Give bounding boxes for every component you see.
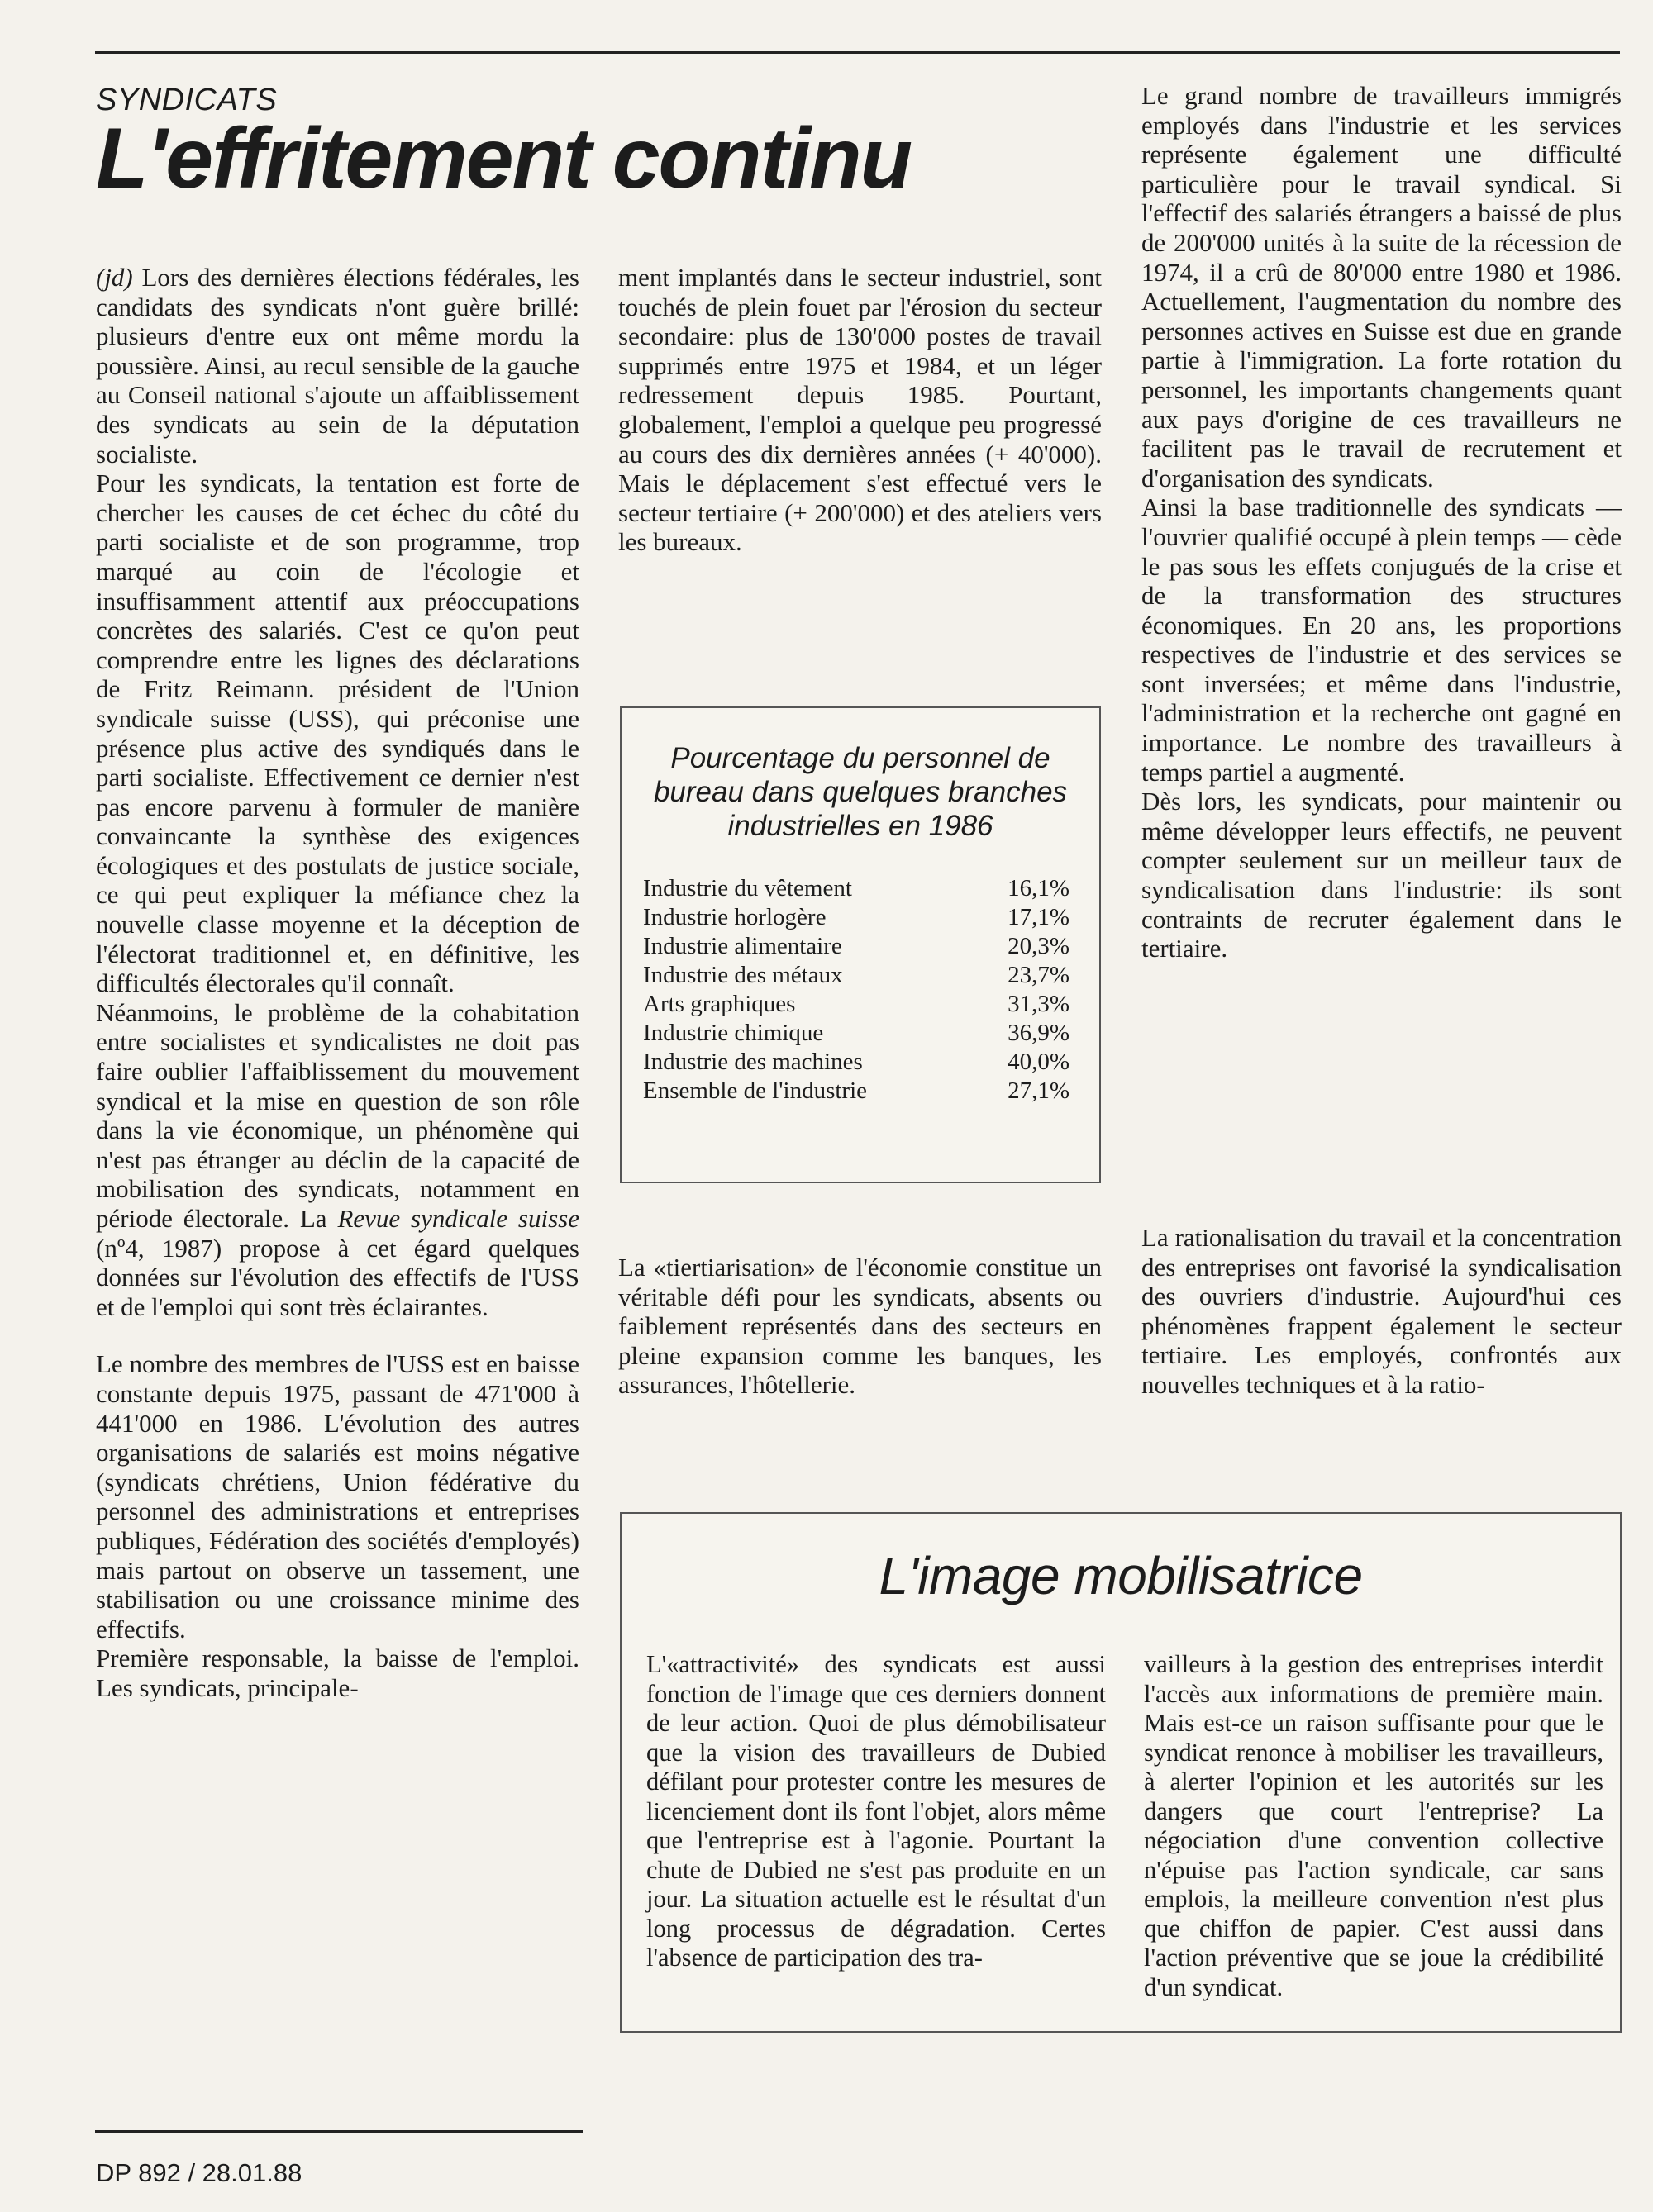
top-rule — [95, 51, 1620, 54]
section-kicker: SYNDICATS — [96, 83, 278, 117]
column-2-top — [618, 263, 1102, 557]
table-row: Industrie des machines 40,0% — [643, 1049, 1069, 1075]
table-row: Ensemble de l'industrie 27,1% — [643, 1077, 1069, 1104]
statistics-table-box — [620, 706, 1101, 1183]
paragraph: Néanmoins, le problème de la cohabitation entre socialistes et syndicalistes ne doit pas faire oublier l'affaiblissement du mouvement syndical et la mise en question de son rôle dans la vie économique, un phénomène qui n'est pas étranger au déclin de la capacité de mobilisation des syndicats, notamment en période électorale. La Revue syndicale suisse (nº4, 1987) propose à cet égard quelques données sur l'évolution des effectifs de l'USS et de l'emploi qui sont très éclairantes. — [96, 997, 579, 1321]
paragraph: Dès lors, les syndicats, pour maintenir ou même développer leurs effectifs, ne peuvent compter seulement sur un meilleur taux de syndicalisation dans l'industrie: ils sont contraints de recruter également dans le tertiaire. — [1141, 787, 1622, 963]
sidebar-column-1: L'«attractivité» des syndicats est aussi fonction de l'image que ces derniers donnent de leur action. Quoi de plus démobilisateur que la vision des travailleurs de Dubied défilant pour protester contre les mesures de licenciement dont ils font l'objet, alors même que l'entreprise est à l'agonie. Pourtant la chute de Dubied ne s'est pas produite en un jour. La situation actuelle est le résultat d'un long processus de dégradation. Certes l'absence de participation des tra- — [646, 1650, 1106, 1972]
table-row: Industrie chimique 36,9% — [643, 1020, 1069, 1046]
table-row: Industrie horlogère 17,1% — [643, 904, 1069, 930]
article-title: L'effritement continu — [96, 111, 912, 207]
table-row: Industrie alimentaire 20,3% — [643, 933, 1069, 959]
paragraph: Ainsi la base traditionnelle des syndicats — l'ouvrier qualifié occupé à plein temps — cède le pas sous les effets conjugués de la crise et de la transformation des structures économiques. En 20 ans, les proportions respectives de l'industrie et des services se sont inversées; et même dans l'industrie, l'administration et la recherche ont gagné en importance. Le nombre des travailleurs à temps partiel a augmenté. — [1141, 492, 1622, 787]
publication-title: Revue syndicale suisse — [337, 1204, 579, 1233]
footer-rule — [95, 2130, 583, 2133]
paragraph: (jd) Lors des dernières élections fédérales, les candidats des syndicats n'ont guère brillé: plusieurs d'entre eux ont même mordu la poussière. Ainsi, au recul sensible de la gauche au Conseil national s'ajoute un affaiblissement des syndicats au sein de la députation socialiste. — [96, 263, 579, 469]
table-row: Arts graphiques 31,3% — [643, 991, 1069, 1017]
paragraph: La rationalisation du travail et la concentration des entreprises ont favorisé la syndicalisation des ouvriers d'industrie. Aujourd'hui ces phénomènes frappent également le secteur tertiaire. Les employés, confrontés aux nouvelles techniques et à la ratio- — [1141, 1223, 1622, 1399]
sidebar-box — [620, 1512, 1622, 2033]
column-3-top — [1141, 81, 1622, 963]
sidebar-column-2: vailleurs à la gestion des entreprises interdit l'accès aux informations de première main. Mais est-ce un raison suffisante pour que le syndicat renonce à mobiliser les travailleurs, à alerter l'opinion et les autorités sur les dangers que court l'entreprise? La négociation d'une convention collective n'épuise pas l'action syndicale, car sans emplois, la meilleure convention n'est plus que chiffon de papier. C'est aussi dans l'action préventive que se joue la crédibilité d'un syndicat. — [1144, 1650, 1603, 2001]
column-1 — [96, 263, 579, 1703]
sidebar-title: L'image mobilisatrice — [879, 1546, 1363, 1605]
table-title: Pourcentage du personnel de bureau dans quelques branches industrielles en 1986 — [653, 742, 1068, 842]
issue-reference: DP 892 / 28.01.88 — [96, 2158, 302, 2187]
paragraph: Le nombre des membres de l'USS est en baisse constante depuis 1975, passant de 471'000 à 441'000 en 1986. L'évolution des autres organisations de salariés est moins négative (syndicats chrétiens, Union fédérative du personnel des administrations et entreprises publiques, Fédération des sociétés d'employés) mais partout on observe un tassement, une stabilisation ou une croissance minime des effectifs. — [96, 1349, 579, 1644]
author-initials: (jd) — [96, 263, 133, 292]
paragraph: Pour les syndicats, la tentation est forte de chercher les causes de cet échec du côté du parti socialiste et de son programme, trop marqué au coin de l'écologie et insuffisamment attentif aux préoccupations concrètes des salariés. C'est ce qu'on peut comprendre entre les lignes des déclarations de Fritz Reimann. président de l'Union syndicale suisse (USS), qui préconise une présence plus active des syndiqués dans le parti socialiste. Effectivement ce dernier n'est pas encore parvenu à formuler de manière convaincante la synthèse des exigences écologiques et des postulats de justice sociale, ce qui peut expliquer la méfiance chez la nouvelle classe moyenne et la déception de l'électorat traditionnel et, en définitive, les difficultés électorales qu'il connaît. — [96, 469, 579, 998]
statistics-table — [643, 874, 1069, 1106]
paragraph: ment implantés dans le secteur industriel, sont touchés de plein fouet par l'érosion du secteur secondaire: plus de 130'000 postes de travail supprimés entre 1975 et 1984, et un léger redressement depuis 1985. Pourtant, globalement, l'emploi a quelque peu progressé au cours des dix dernières années (+ 40'000). Mais le déplacement s'est effectué vers le secteur tertiaire (+ 200'000) et des ateliers vers les bureaux. — [618, 263, 1102, 557]
paragraph: Le grand nombre de travailleurs immigrés employés dans l'industrie et les services représente également une difficulté particulière pour le travail syndical. Si l'effectif des salariés étrangers a baissé de plus de 200'000 unités à la suite de la récession de 1974, il a crû de 80'000 entre 1980 et 1986. Actuellement, l'augmentation du nombre des personnes actives en Suisse est due en grande partie à l'immigration. La forte rotation du personnel, les importants changements quant aux pays d'origine de ces travailleurs ne facilitent pas le travail de recrutement et d'organisation des syndicats. — [1141, 81, 1622, 492]
paragraph: La «tiertiarisation» de l'économie constitue un véritable défi pour les syndicats, absents ou faiblement représentés dans des secteurs en pleine expansion comme les banques, les assurances, l'hôtellerie. — [618, 1253, 1102, 1400]
column-2-bottom — [618, 1253, 1102, 1400]
table-row: Industrie du vêtement 16,1% — [643, 875, 1069, 901]
table-row: Industrie des métaux 23,7% — [643, 962, 1069, 988]
column-3-bottom — [1141, 1223, 1622, 1400]
paragraph: Première responsable, la baisse de l'emploi. Les syndicats, principale- — [96, 1644, 579, 1702]
